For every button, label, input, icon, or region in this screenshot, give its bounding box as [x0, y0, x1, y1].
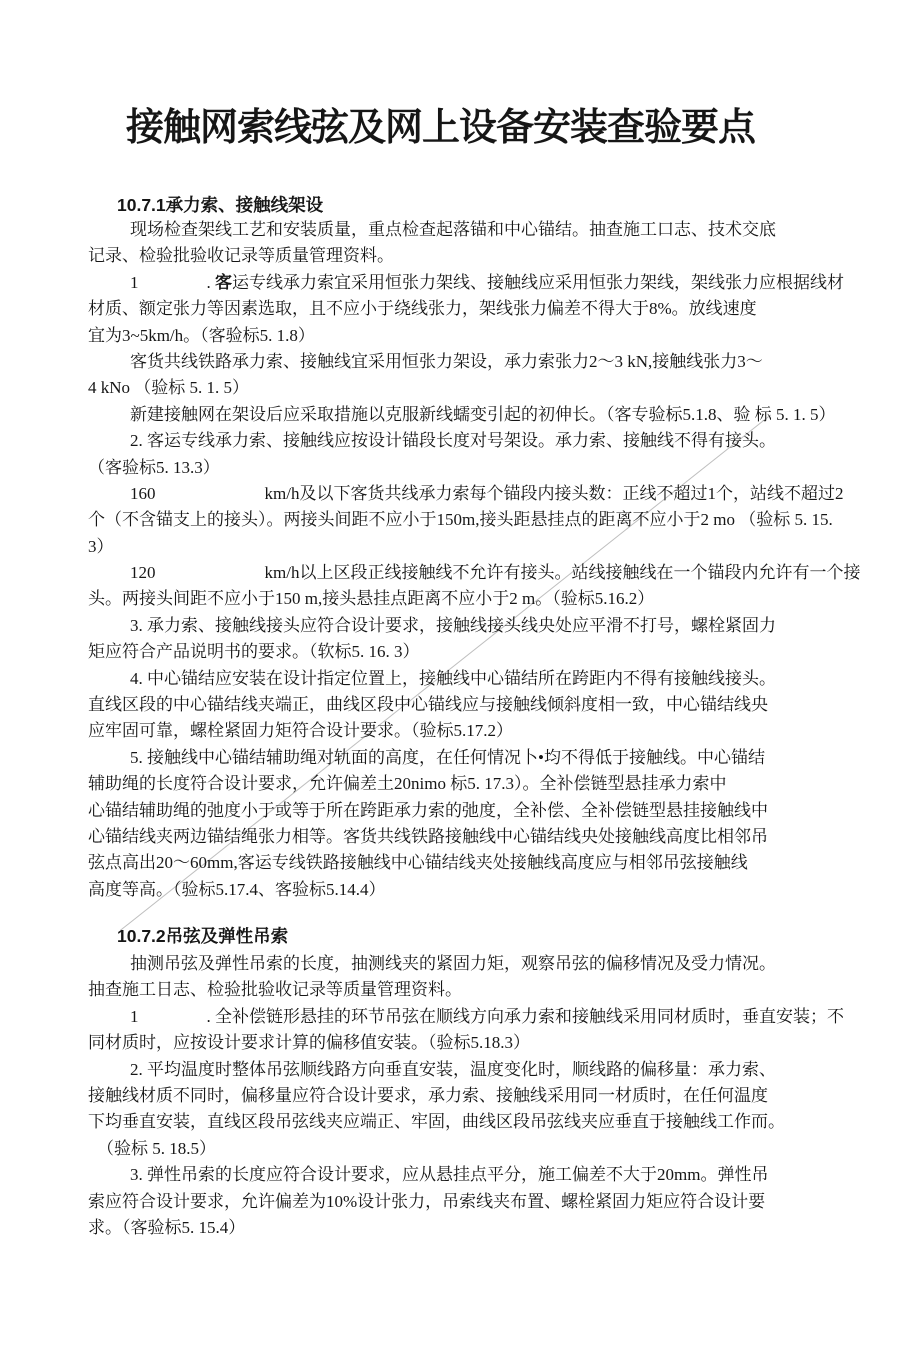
section-heading-10-7-1: 10.7.1承力索、接触线架设	[117, 195, 324, 215]
list-number: 160	[130, 483, 156, 503]
text-line: 4. 中心锚结应安装在设计指定位置上，接触线中心锚结所在跨距内不得有接触线接头。	[130, 668, 776, 688]
text-line: 应牢固可靠，螺栓紧固力矩符合设计要求。（验标5.17.2）	[88, 721, 513, 741]
text-line: 心锚结线夹两边锚结绳张力相等。客货共线铁路接触线中心锚结线央处接触线高度比相邻吊	[88, 826, 768, 846]
text-line: 求。（客验标5. 15.4）	[88, 1217, 246, 1237]
bold-text: 客	[215, 272, 232, 292]
text-segment: km/h及以下客货共线承力索每个锚段内接头数：正线不超过1个，站线不超过2	[264, 483, 844, 503]
text-line: 3. 承力索、接触线接头应符合设计要求，接触线接头线央处应平滑不打号，螺栓紧固力	[130, 615, 776, 635]
text-line: 宜为3~5km/h。（客验标5. 1.8）	[88, 325, 315, 345]
text-segment: . 全补偿链形悬挂的环节吊弦在顺线方向承力索和接触线采用同材质时，垂直安装；不	[206, 1006, 844, 1026]
text-line: 材质、额定张力等因素选取，且不应小于绕线张力，架线张力偏差不得大于8%。放线速度	[88, 299, 757, 319]
text-line: 5. 接触线中心锚结辅助绳对轨面的高度，在任何情况卜•均不得低于接触线。中心锚结	[130, 747, 765, 767]
text-line: 现场检查架线工艺和安装质量，重点检查起落锚和中心锚结。抽查施工口志、技术交底	[130, 220, 776, 239]
text-line: 头。两接头间距不应小于150 m,接头悬挂点距离不应小于2 m。（验标5.16.2）	[88, 589, 655, 609]
text-line: 4 kNo （验标 5. 1. 5）	[88, 378, 250, 398]
text-line: 辅助绳的长度符合设计要求，允许偏差土20nimo 标5. 17.3）。全补偿链型悬挂承力索中	[88, 774, 727, 794]
text-line: 同材质时，应按设计要求计算的偏移值安装。（验标5.18.3）	[88, 1033, 530, 1053]
text-line: 个（不含锚支上的接头）。两接头间距不应小于150m,接头距悬挂点的距离不应小于2 mo （验标 5. 15.	[88, 510, 833, 530]
text-segment: 运专线承力索宜采用恒张力架线、接触线应采用恒张力架线，架线张力应根据线材	[232, 272, 844, 292]
text-segment: .	[206, 272, 215, 292]
text-line: 3）	[88, 536, 114, 556]
text-line: 记录、检验批验收记录等质量管理资料。	[88, 246, 394, 266]
text-line: 矩应符合产品说明书的要求。（软标5. 16. 3）	[88, 642, 420, 662]
document-title: 接触网索线弦及网上设备安装查验要点	[126, 107, 756, 149]
text-line: 心锚结辅助绳的弛度小于或等于所在跨距承力索的弛度，全补偿、全补偿链型悬挂接触线中	[88, 800, 768, 820]
text-line: 抽查施工日志、检验批验收记录等质量管理资料。	[88, 980, 462, 1000]
text-line: 新建接触网在架设后应采取措施以克服新线蠕变引起的初伸长。（客专验标5.1.8、验 标 5. 1. 5）	[130, 404, 836, 424]
text-line: 客货共线铁路承力索、接触线宜采用恒张力架设，承力索张力2～3 kN,接触线张力3～	[130, 351, 763, 371]
section-heading-10-7-2: 10.7.2吊弦及弹性吊索	[117, 926, 289, 946]
text-segment: km/h以上区段正线接触线不允许有接头。站线接触线在一个锚段内允许有一个接	[264, 563, 861, 583]
text-line: 高度等高。（验标5.17.4、客验标5.14.4）	[88, 879, 386, 899]
text-line: 索应符合设计要求，允许偏差为10%设计张力，吊索线夹布置、螺栓紧固力矩应符合设计要	[88, 1191, 766, 1211]
list-number: 1	[130, 272, 139, 292]
list-number: 120	[130, 563, 156, 583]
text-line	[88, 481, 880, 507]
text-line: 下均垂直安装，直线区段吊弦线夹应端正、牢固，曲线区段吊弦线夹应垂直于接触线工作而。	[88, 1112, 785, 1132]
text-line	[88, 270, 880, 296]
text-line: （客验标5. 13.3）	[88, 457, 220, 477]
list-number: 1	[130, 1006, 139, 1026]
text-line: 3. 弹性吊索的长度应符合设计要求，应从悬挂点平分，施工偏差不大于20mm。弹性吊	[130, 1165, 769, 1185]
text-line	[88, 560, 880, 586]
text-line: 2. 客运专线承力索、接触线应按设计锚段长度对号架设。承力索、接触线不得有接头。	[130, 431, 776, 451]
section-2-body	[88, 951, 880, 1241]
text-line: 2. 平均温度时整体吊弦顺线路方向垂直安装，温度变化时，顺线路的偏移量：承力索、	[130, 1059, 776, 1079]
text-line: 直线区段的中心锚结线夹端正，曲线区段中心锚线应与接触线倾斜度相一致，中心锚结线央	[88, 695, 768, 715]
section-1-body	[88, 217, 880, 903]
text-line: 抽测吊弦及弹性吊索的长度，抽测线夹的紧固力矩，观察吊弦的偏移情况及受力情况。	[130, 954, 776, 973]
text-line	[88, 1004, 880, 1030]
text-line: 弦点高出20～60mm,客运专线铁路接触线中心锚结线夹处接触线高度应与相邻吊弦接触线	[88, 853, 748, 873]
text-line: （验标 5. 18.5）	[97, 1138, 216, 1158]
text-line: 接触线材质不同时，偏移量应符合设计要求，承力索、接触线采用同一材质时，在任何温度	[88, 1085, 768, 1105]
